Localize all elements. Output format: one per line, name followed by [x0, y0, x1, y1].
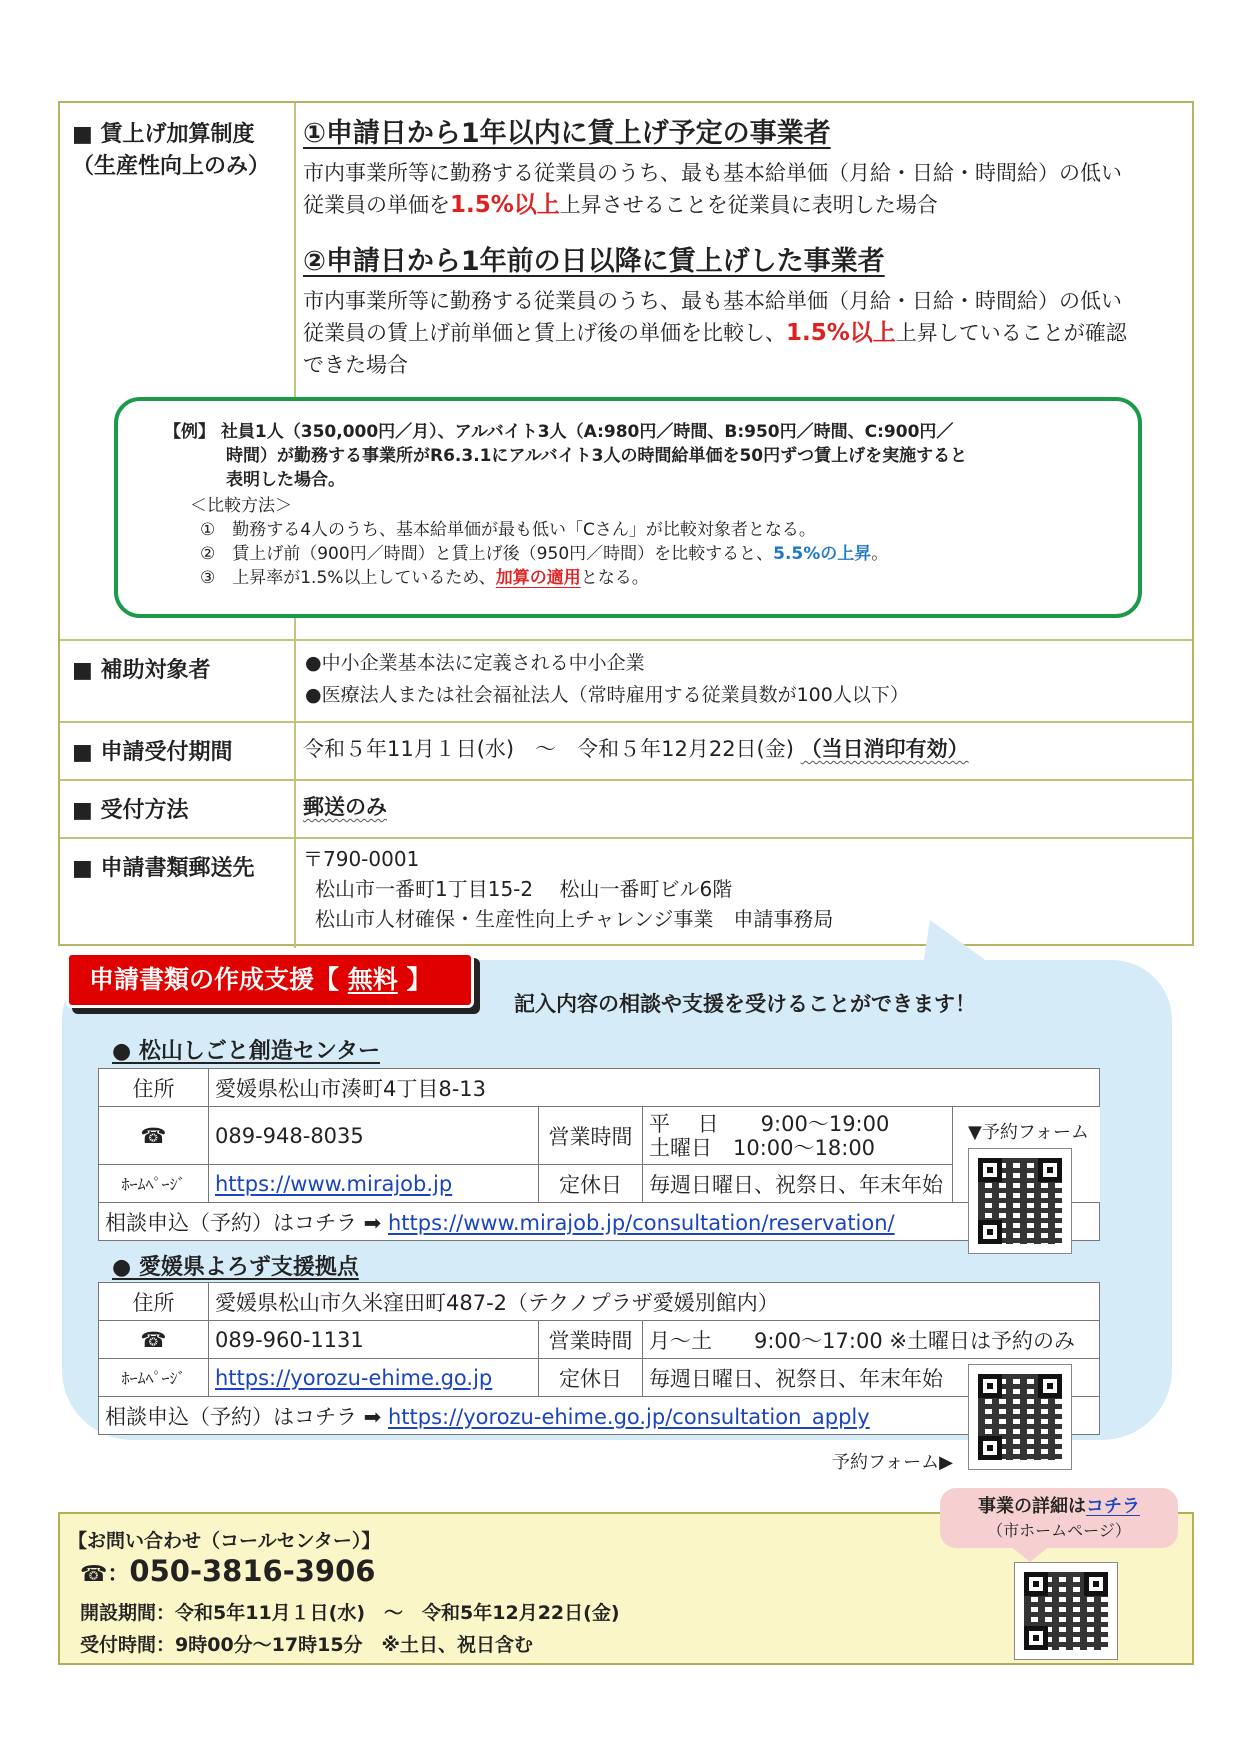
detail-qr-code[interactable]	[1014, 1562, 1118, 1660]
example-step-2: ② 賃上げ前（900円／時間）と賃上げ後（950円／時間）を比較すると、5.5%の上昇。	[200, 544, 889, 564]
eligible-label: ■ 補助対象者	[72, 658, 211, 683]
center1-closed: 毎週日曜日、祝祭日、年末年始	[643, 1165, 953, 1203]
center2-tel-icon: ☎	[99, 1321, 209, 1359]
wage-item2-line1: 市内事業所等に勤務する従業員のうち、最も基本給単価（月給・日給・時間給）の低い	[303, 289, 1122, 313]
mail-address: 松山市一番町1丁目15-2 松山一番町ビル6階	[315, 877, 733, 901]
detail-callout	[940, 1488, 1178, 1548]
wage-item1-line1: 市内事業所等に勤務する従業員のうち、最も基本給単価（月給・日給・時間給）の低い	[303, 161, 1122, 185]
center1-hp-link[interactable]: https://www.mirajob.jp	[215, 1171, 453, 1196]
center1-tel: 089-948-8035	[209, 1107, 539, 1165]
mail-label: ■ 申請書類郵送先	[72, 856, 255, 881]
detail-link[interactable]: コチラ	[1086, 1496, 1140, 1517]
period-label: ■ 申請受付期間	[72, 740, 233, 765]
wage-label-sub: （生産性向上のみ）	[72, 154, 271, 179]
center1-consult-link[interactable]: https://www.mirajob.jp/consultation/reservation/	[387, 1210, 895, 1235]
contact-hours: 受付時間：9時00分～17時15分 ※土日、祝日含む	[80, 1634, 534, 1656]
example-box	[114, 397, 1142, 618]
center2-hp-label: ﾎｰﾑﾍﾟｰｼﾞ	[99, 1359, 209, 1397]
center1-title: ● 松山しごと創造センター	[112, 1039, 380, 1064]
period-value: 令和５年11月１日(水) ～ 令和５年12月22日(金) （当日消印有効）	[303, 737, 969, 761]
method-label: ■ 受付方法	[72, 798, 189, 823]
center2-closed-label: 定休日	[539, 1359, 643, 1397]
center1-addr: 愛媛県松山市湊町4丁目8-13	[209, 1069, 1100, 1107]
detail-text: 事業の詳細はコチラ	[978, 1496, 1140, 1517]
detail-sub: （市ホームページ）	[987, 1521, 1131, 1540]
center2-addr: 愛媛県松山市久米窪田町487-2（テクノプラザ愛媛別館内）	[209, 1283, 1100, 1321]
center1-hours-label: 営業時間	[539, 1107, 643, 1165]
center1-hours: 平 日 9:00～19:00 土曜日 10:00～18:00	[643, 1107, 953, 1165]
mail-zip: 〒790-0001	[303, 847, 420, 871]
center1-tel-icon: ☎	[99, 1107, 209, 1165]
support-lead: 記入内容の相談や支援を受けることができます！	[514, 992, 976, 1016]
eligible-item-1: ●中小企業基本法に定義される中小企業	[305, 652, 645, 674]
example-line-3: 表明した場合。	[226, 470, 345, 490]
center2-qr-code[interactable]	[968, 1364, 1072, 1470]
center2-hp-cell	[209, 1359, 539, 1397]
wage-item2-title: ②申請日から1年前の日以降に賃上げした事業者	[303, 246, 885, 277]
center1-closed-label: 定休日	[539, 1165, 643, 1203]
center2-hours: 月～土 9:00～17:00 ※土曜日は予約のみ	[643, 1321, 1100, 1359]
center1-form-label: ▼予約フォーム	[968, 1122, 1089, 1143]
example-step-3: ③ 上昇率が1.5%以上しているため、加算の適用となる。	[200, 568, 649, 588]
center1-hp-label: ﾎｰﾑﾍﾟｰｼﾞ	[99, 1165, 209, 1203]
center2-closed: 毎週日曜日、祝祭日、年末年始	[643, 1359, 1100, 1397]
eligible-item-2: ●医療法人または社会福祉法人（常時雇用する従業員数が100人以下）	[305, 684, 909, 706]
center2-consult: 相談申込（予約）はコチラ ➡ https://yorozu-ehime.go.jp/consultation_apply	[99, 1397, 1100, 1435]
center2-form-label: 予約フォーム▶	[832, 1452, 953, 1473]
method-value: 郵送のみ	[303, 795, 387, 819]
center1-table	[98, 1068, 1100, 1241]
contact-tel-line: ☎：050-3816-3906	[80, 1554, 376, 1588]
support-badge: 申請書類の作成支援【 無料 】	[66, 952, 474, 1008]
center1-consult: 相談申込（予約）はコチラ ➡ https://www.mirajob.jp/consultation/reservation/	[99, 1203, 1100, 1241]
center2-hp-link[interactable]: https://yorozu-ehime.go.jp	[215, 1365, 493, 1390]
example-step-1: ① 勤務する4人のうち、基本給単価が最も低い「Cさん」が比較対象者となる。	[200, 520, 816, 540]
center2-consult-link[interactable]: https://yorozu-ehime.go.jp/consultation_apply	[387, 1404, 870, 1429]
contact-period: 開設期間：令和5年11月１日(水) ～ 令和5年12月22日(金)	[80, 1602, 620, 1624]
example-method: ＜比較方法＞	[190, 496, 292, 516]
center1-qr-code[interactable]	[968, 1148, 1072, 1254]
wage-item1-title: ①申請日から1年以内に賃上げ予定の事業者	[303, 118, 831, 149]
wage-label: ■ 賃上げ加算制度	[72, 122, 255, 147]
center2-tel: 089-960-1131	[209, 1321, 539, 1359]
center2-hours-label: 営業時間	[539, 1321, 643, 1359]
wage-item1-line2: 従業員の単価を1.5%以上上昇させることを従業員に表明した場合	[303, 192, 938, 218]
contact-title: 【お問い合わせ（コールセンター）】	[68, 1530, 381, 1552]
wage-item2-line3: できた場合	[303, 353, 408, 377]
center1-addr-label: 住所	[99, 1069, 209, 1107]
center2-addr-label: 住所	[99, 1283, 209, 1321]
example-line-2: 時間）が勤務する事業所がR6.3.1にアルバイト3人の時間給単価を50円ずつ賃上げを実施すると	[226, 446, 968, 466]
center2-table	[98, 1282, 1100, 1435]
example-line-1: 【例】 社員1人（350,000円／月）、アルバイト3人（A:980円／時間、B:950円／時間、C:900円／	[164, 422, 954, 442]
mail-office: 松山市人材確保・生産性向上チャレンジ事業 申請事務局	[315, 907, 834, 931]
center1-hp-cell	[209, 1165, 539, 1203]
center2-title: ● 愛媛県よろず支援拠点	[112, 1255, 359, 1280]
wage-item2-line2: 従業員の賃上げ前単価と賃上げ後の単価を比較し、1.5%以上上昇していることが確認	[303, 320, 1127, 346]
